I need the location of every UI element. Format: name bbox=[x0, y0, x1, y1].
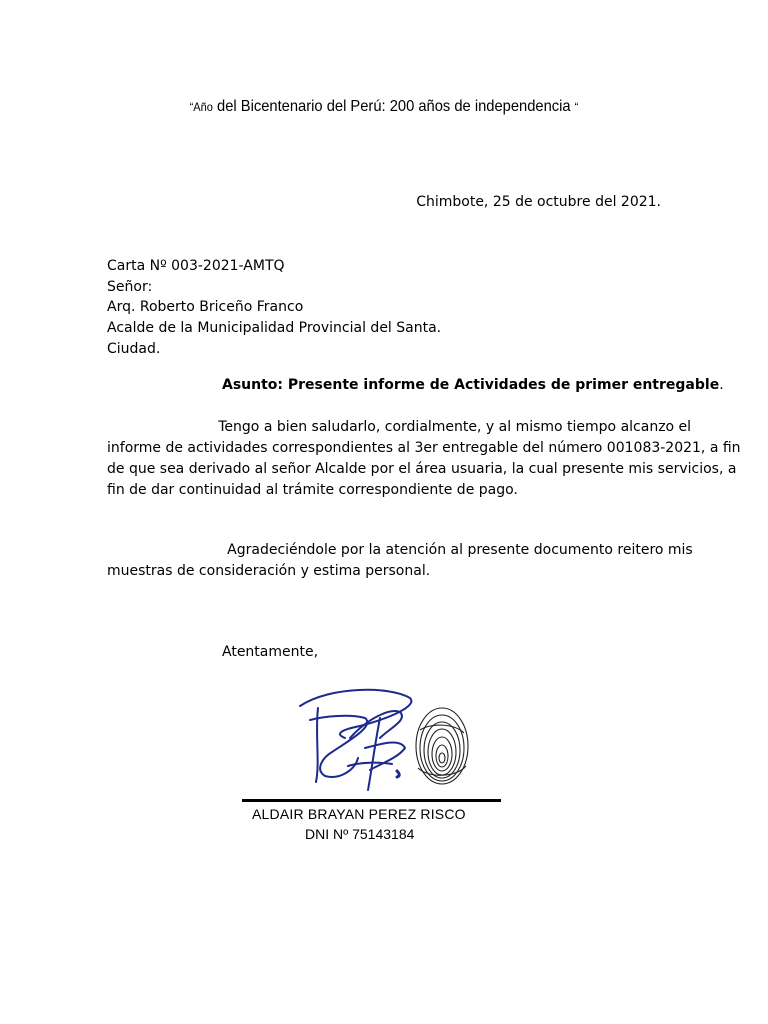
paragraph-1-line-1: Tengo a bien saludarlo, cordialmente, y al mismo tiempo alcanzo el bbox=[107, 419, 692, 435]
signer-dni: DNI Nº 75143184 bbox=[305, 826, 415, 842]
paragraph-2-line-2: muestras de consideración y estima personal. bbox=[107, 563, 431, 579]
subject-text: Asunto: Presente informe de Actividades de primer entregable bbox=[222, 377, 720, 393]
recipient-city: Ciudad. bbox=[107, 340, 161, 357]
recipient-position: Acalde de la Municipalidad Provincial del Santa. bbox=[107, 320, 442, 337]
carta-number: Carta Nº 003-2021-AMTQ bbox=[107, 258, 285, 274]
subject-period: . bbox=[719, 377, 724, 393]
closing-text: Atentamente, bbox=[222, 644, 319, 660]
header-quote-open: “Año bbox=[189, 100, 213, 114]
salutation: Señor: bbox=[107, 278, 153, 295]
date-line: Chimbote, 25 de octubre del 2021. bbox=[416, 194, 661, 210]
header-title bbox=[31, 98, 738, 116]
handwritten-signature bbox=[240, 678, 510, 808]
recipient-block bbox=[107, 256, 441, 360]
subject-line bbox=[222, 377, 724, 393]
recipient-name: Arq. Roberto Briceño Franco bbox=[107, 299, 304, 316]
header-title-text: del Bicentenario del Perú: 200 años de independencia bbox=[212, 98, 575, 115]
body-paragraph-1 bbox=[107, 417, 741, 501]
paragraph-2-line-1: Agradeciéndole por la atención al presente documento reitero mis bbox=[107, 542, 693, 558]
paragraph-1-line-4: fin de dar continuidad al trámite correspondiente de pago. bbox=[107, 482, 518, 498]
signer-name: ALDAIR BRAYAN PEREZ RISCO bbox=[252, 806, 466, 822]
body-paragraph-2 bbox=[107, 540, 693, 582]
paragraph-1-line-3: de que sea derivado al señor Alcalde por el área usuaria, la cual presente mis servicios, a bbox=[107, 461, 737, 477]
signature-line bbox=[242, 799, 501, 802]
paragraph-1-line-2: informe de actividades correspondientes al 3er entregable del número 001083-2021, a fin bbox=[107, 440, 741, 456]
header-quote-close: “ bbox=[574, 100, 579, 114]
